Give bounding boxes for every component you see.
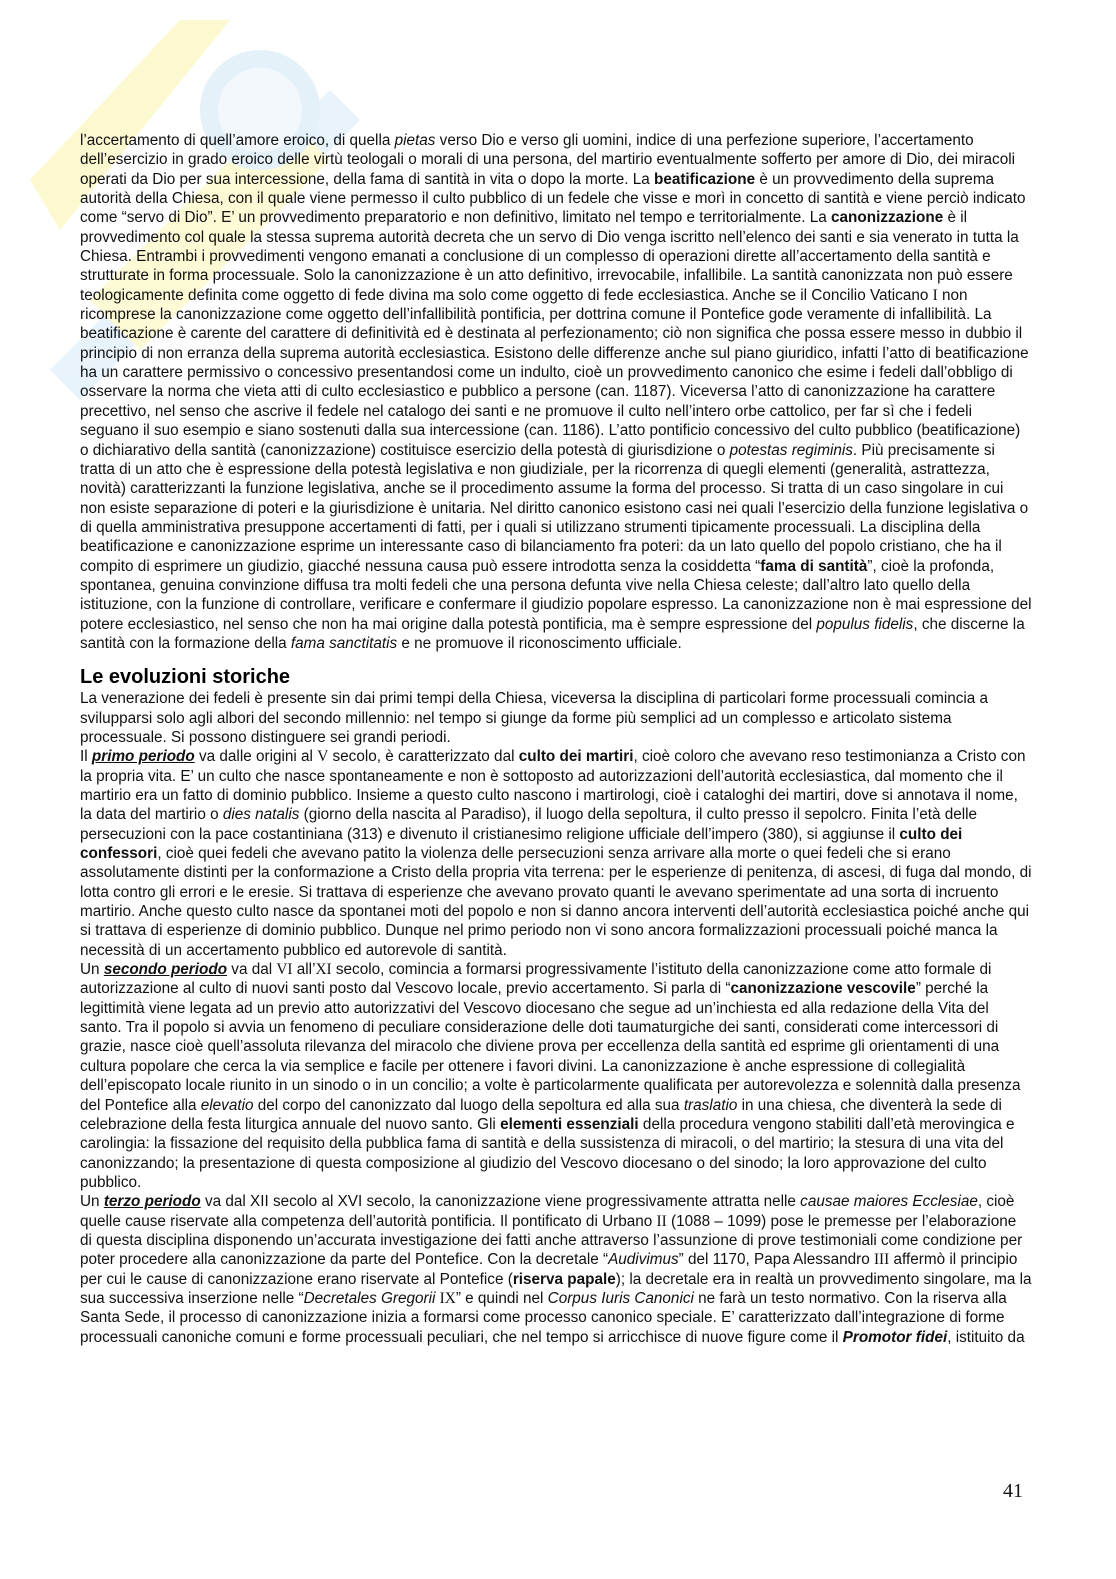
term-fama-di-santita: fama di santità <box>760 557 868 575</box>
paragraph-secondo-periodo: Un secondo periodo va dal VI all’XI secolo, comincia a formarsi progressivamente l’istituto della canonizzazione come atto formale di autorizzazione al culto di nuovi santi posto dal Vescovo locale, previo accertamento. Si parla di “canonizzazione vescovile” perché la legittimità viene legata ad un previo atto autorizzativi del Vescovo diocesano che segue ad un’inchiesta ed alla redazione della Vita del santo. Tra il popolo si avvia un fenomeno di peculiare considerazione delle doti taumaturgiche dei santi, considerati come intercessori di grazie, nasce cioè quell’assoluta rilevanza del miracolo che diviene prova per eccellenza della santità ed esprime gli orientamenti di una cultura popolare che cerca la via semplice e facile per ottenere i favori divini. La canonizzazione è anche espressione di collegialità dell’episcopato locale riunito in un sinodo o in un concilio; a volte è particolarmente qualificata per autorevolezza e solennità dalla presenza del Pontefice alla elevatio del corpo del canonizzato dal luogo della sepoltura ed alla sua traslatio in una chiesa, che diventerà la sede di celebrazione della festa liturgica annuale del nuovo santo. Gli elementi essenziali della procedura vengono stabiliti dall’età merovingica e carolingia: la fissazione del requisito della pubblica fama di santità e della sussistenza di miracoli, o del martirio; la stesura di una vita del canonizzando; la presentazione di questa composizione al giudizio del Vescovo diocesano o del sinodo; la loro approvazione del culto pubblico. <box>80 961 1021 1191</box>
paragraph-beatificazione-canonizzazione: l’accertamento di quell’amore eroico, di quella pietas verso Dio e verso gli uomini, indice di una perfezione superiore, l’accertamento dell’esercizio in grado eroico delle virtù teologali o morali di una persona, del martirio eventualmente sofferto per amore di Dio, dei miracoli operati da Dio per sua intercessione, della fama di santità in vita o dopo la morte. La beatificazione è un provvedimento della suprema autorità della Chiesa, con il quale viene permesso il culto pubblico di un fedele che visse e morì in concetto di santità e viene perciò indicato come “servo di Dio”. E’ un provvedimento preparatorio e non definitivo, limitato nel tempo e territorialmente. La canonizzazione è il provvedimento col quale la stessa suprema autorità decreta che un servo di Dio venga iscritto nell’elenco dei santi e sia venerato in tutta la Chiesa. Entrambi i provvedimenti vengono emanati a conclusione di un complesso di operazioni dirette all’accertamento della santità e strutturate in forma processuale. Solo la canonizzazione è un atto definitivo, irrevocabile, infallibile. La santità canonizzata non può essere teologicamente definita come oggetto di fede divina ma solo come oggetto di fede ecclesiastica. Anche se il Concilio Vaticano I non ricomprese la canonizzazione come oggetto dell’infallibilità pontificia, per dottrina comune il Pontefice gode veramente di infallibilità. La beatificazione è carente del carattere di definitività ed è destinata al perfezionamento; ciò non significa che possa essere messo in dubbio il principio di non erranza della suprema autorità ecclesiastica. Esistono delle differenze anche sul piano giuridico, infatti l’atto di beatificazione ha un carattere permissivo o concessivo presentandosi come un indulto, cioè un provvedimento canonico che esime i fedeli dall’obbligo di osservare la norma che vieta atti di culto ecclesiastico e pubblico a persone (can. 1187). Viceversa l’atto di canonizzazione ha carattere precettivo, nel senso che ascrive il fedele nel catalogo dei santi e ne promuove il culto nell’intero orbe cattolico, per far sì che i fedeli seguano il suo esempio e siano sostenuti dalla sua intercessione (can. 1186). L’atto pontificio concessivo del culto pubblico (beatificazione) o dichiarativo della santità (canonizzazione) costituisce esercizio della potestà di giurisdizione o potestas regiminis. Più precisamente si tratta di un atto che è espressione della potestà legislativa e non giudiziale, per la ricorrenza di quegli elementi (generalità, astrattezza, novità) caratterizzanti la funzione legislativa, anche se il procedimento assume la forma del processo. Si tratta di un caso singolare in cui non esiste separazione di poteri e la giurisdizione è unitaria. Nel diritto canonico esistono casi nei quali l’esercizio della funzione legislativa o di quella amministrativa presuppone accertamenti di fatti, per i quali si utilizzano strumenti tipicamente processuali. La disciplina della beatificazione e canonizzazione esprime un interessante caso di bilanciamento fra poteri: da un lato quello del popolo cristiano, che ha il compito di esprimere un giudizio, giacché nessuna causa può essere introdotta senza la cosiddetta “fama di santità”, cioè la profonda, spontanea, genuina convinzione diffusa tra molti fedeli che una persona defunta vive nella Chiesa celeste; dall’altro lato quello della istituzione, con la funzione di controllare, verificare e confermare il giudizio popolare espresso. La canonizzazione non è mai espressione del potere ecclesiastico, nel senso che non ha mai origine dalla potestà pontificia, ma è sempre espressione del populus fidelis, che discerne la santità con la formazione della fama sanctitatis e ne promuove il riconoscimento ufficiale. <box>80 132 1032 652</box>
term-canonizzazione: canonizzazione <box>831 209 944 227</box>
term-beatificazione: beatificazione <box>653 170 756 188</box>
paragraph-terzo-periodo: Un terzo periodo va dal XII secolo al XVI secolo, la canonizzazione viene progressivamente attratta nelle causae maiores Ecclesiae, cioè quelle cause riservate alla competenza dell’autorità pontificia. Il pontificato di Urbano II (1088 – 1099) pose le premesse per l’elaborazione di questa disciplina disponendo un’accurata investigazione dei fatti anche attraverso l’assunzione di prove testimoniali come condizione per poter procedere alla canonizzazione da parte del Pontefice. Con la decretale “Audivimus” del 1170, Papa Alessandro III affermò il principio per cui le cause di canonizzazione erano riservate al Pontefice (riserva papale); la decretale era in realtà un provvedimento singolare, ma la sua successiva inserzione nelle “Decretales Gregorii IX” e quindi nel Corpus Iuris Canonici ne farà un testo normativo. Con la riserva alla Santa Sede, il processo di canonizzazione inizia a formarsi come processo canonico speciale. E’ caratterizzato dall’integrazione di forme processuali canoniche comuni e forme processuali peculiari, che nel tempo si arricchisce di nuove figure come il Promotor fidei, istituito da <box>80 1193 1032 1346</box>
term-primo-periodo: primo periodo <box>91 748 195 766</box>
section-heading: Le evoluzioni storiche <box>80 666 291 689</box>
term-promotor-fidei: Promotor fidei <box>842 1328 948 1346</box>
term-culto-dei-martiri: culto dei martiri <box>518 748 634 766</box>
term-secondo-periodo: secondo periodo <box>103 961 228 979</box>
paragraph-primo-periodo: Il primo periodo va dalle origini al V secolo, è caratterizzato dal culto dei martiri, cioè coloro che avevano reso testimonianza a Cristo con la propria vita. E’ un culto che nasce spontaneamente e non è sottoposto ad autorizzazioni dell’autorità ecclesiastica, dal momento che il martirio era un fatto di dominio pubblico. Insieme a questo culto nascono i martirologi, cioè i cataloghi dei martiri, dove si annotava il nome, la data del martirio o dies natalis (giorno della nascita al Paradiso), il luogo della sepoltura, il culto presso il sepolcro. Finita l’età delle persecuzioni con la pace costantiniana (313) e divenuto il cristianesimo religione ufficiale dell’impero (380), si aggiunse il culto dei confessori, cioè quei fedeli che avevano patito la violenza delle persecuzioni senza arrivare alla morte o quei fedeli che si erano assolutamente distinti per la conformazione a Cristo della propria vita terrena: per le esperienze di penitenza, di ascesi, di fuga dal mondo, di lotta contro gli errori e le eresie. Si trattava di esperienze che avevano provato quanti le avevano sperimentate ad una sorta di incruento martirio. Anche questo culto nasce da spontanei moti del popolo e non si danno ancora interventi dell’autorità ecclesiastica poiché anche qui si trattava di esperienze di dominio pubblico. Dunque nel primo periodo non vi sono ancora formalizzazioni processuali poiché manca la necessità di un accertamento pubblico ed autorevole di santità. <box>80 748 1032 959</box>
term-elementi-essenziali: elementi essenziali <box>500 1115 639 1133</box>
term-culto-dei-confessori: culto dei confessori <box>80 825 963 863</box>
term-riserva-papale: riserva papale <box>512 1270 616 1288</box>
paragraph-intro-periodi: La venerazione dei fedeli è presente sin dai primi tempi della Chiesa, viceversa la disciplina di particolari forme processuali comincia a svilupparsi solo agli albori del secondo millennio: nel tempo si giunge da forme più semplici ad un complesso e articolato sistema processuale. Si possono distinguere sei grandi periodi. <box>80 690 989 746</box>
term-terzo-periodo: terzo periodo <box>103 1193 201 1211</box>
page-content <box>80 131 1032 1347</box>
term-canonizzazione-vescovile: canonizzazione vescovile <box>730 980 916 998</box>
page-number: 41 <box>1003 1480 1023 1502</box>
